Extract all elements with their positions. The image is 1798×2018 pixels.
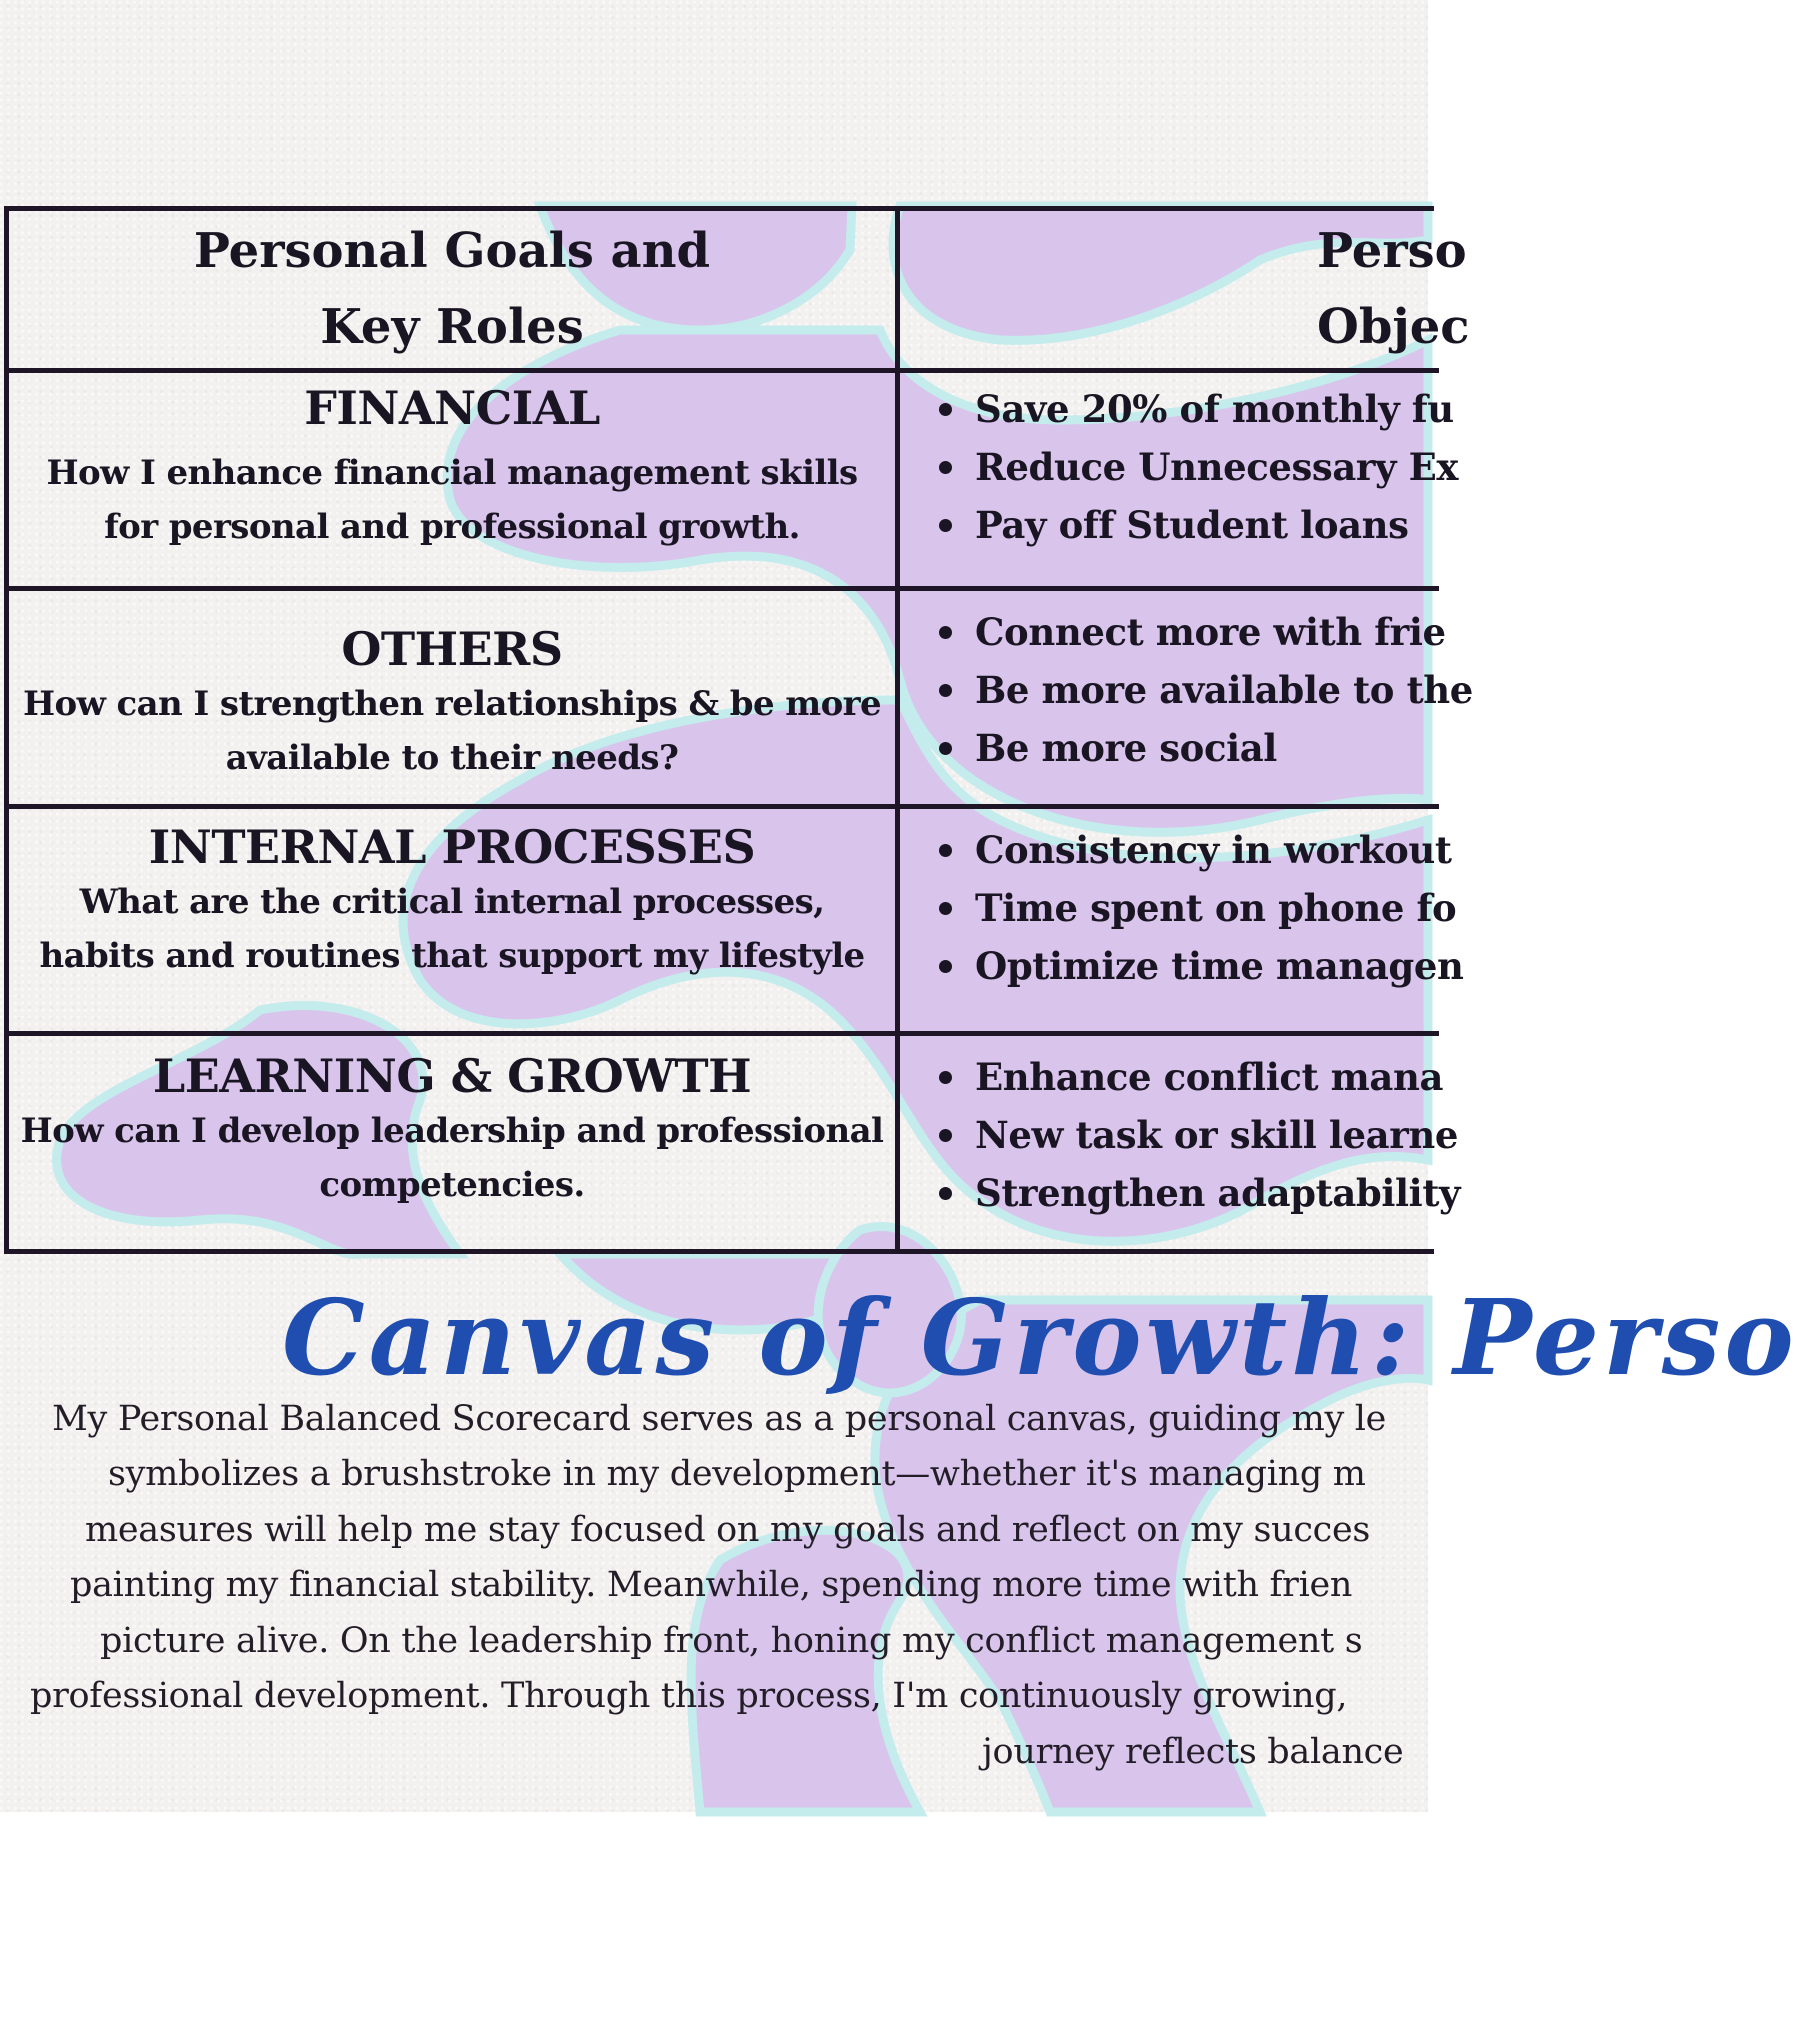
bullet-icon bbox=[939, 960, 952, 973]
paragraph-line: picture alive. On the leadership front, honing my conflict management s bbox=[100, 1621, 1363, 1661]
paragraph-line: measures will help me stay focused on my goals and reflect on my succes bbox=[85, 1510, 1371, 1550]
table-row-internal-processes bbox=[9, 809, 1464, 1036]
header-goals-cell bbox=[9, 211, 900, 368]
financial-objectives-cell bbox=[905, 368, 1459, 586]
internal-question-line1: What are the critical internal processes, bbox=[79, 882, 825, 922]
learning-objectives-list bbox=[939, 1048, 1460, 1222]
bullet-icon bbox=[939, 403, 952, 416]
list-item: Enhance conflict mana bbox=[939, 1048, 1460, 1106]
header-objectives-line1: Perso bbox=[1317, 223, 1467, 279]
financial-goal-cell bbox=[9, 368, 900, 586]
internal-question-line2: habits and routines that support my lifestyle bbox=[39, 936, 865, 976]
bullet-icon bbox=[939, 1071, 952, 1084]
bullet-icon bbox=[939, 519, 952, 532]
financial-question-line2: for personal and professional growth. bbox=[104, 507, 800, 547]
list-item: Be more available to the bbox=[939, 661, 1473, 719]
table-row-financial bbox=[9, 368, 1459, 591]
paragraph-line: My Personal Balanced Scorecard serves as a personal canvas, guiding my le bbox=[52, 1399, 1387, 1439]
list-item: Reduce Unnecessary Ex bbox=[939, 438, 1458, 496]
others-question-line2: available to their needs? bbox=[225, 738, 679, 778]
internal-objectives-cell bbox=[905, 809, 1464, 1031]
list-item: Pay off Student loans bbox=[939, 496, 1458, 554]
paragraph-line: painting my financial stability. Meanwhile, spending more time with frien bbox=[70, 1565, 1353, 1605]
header-objectives-cell bbox=[905, 211, 1470, 368]
list-item: Be more social bbox=[939, 719, 1473, 777]
others-title: OTHERS bbox=[341, 622, 563, 676]
internal-goal-cell bbox=[9, 809, 900, 1031]
learning-goal-cell bbox=[9, 1036, 900, 1254]
paragraph-line: journey reflects balance bbox=[982, 1732, 1404, 1772]
bullet-icon bbox=[939, 844, 952, 857]
bullet-icon bbox=[939, 1187, 952, 1200]
internal-title: INTERNAL PROCESSES bbox=[148, 820, 756, 874]
bullet-icon bbox=[939, 626, 952, 639]
list-item: Connect more with frie bbox=[939, 603, 1473, 661]
paragraph-line: professional development. Through this process, I'm continuously growing, bbox=[30, 1676, 1348, 1716]
others-goal-cell bbox=[9, 591, 900, 804]
learning-title: LEARNING & GROWTH bbox=[152, 1049, 752, 1103]
bullet-icon bbox=[939, 1129, 952, 1142]
header-goals-line2: Key Roles bbox=[320, 299, 584, 355]
header-objectives-line2: Objec bbox=[1317, 299, 1470, 355]
table-header-row bbox=[9, 211, 1470, 373]
table-row-others bbox=[9, 591, 1473, 809]
internal-objectives-list bbox=[939, 821, 1464, 995]
learning-objectives-cell bbox=[905, 1036, 1461, 1254]
financial-title: FINANCIAL bbox=[304, 381, 600, 435]
bullet-icon bbox=[939, 461, 952, 474]
bullet-icon bbox=[939, 742, 952, 755]
paragraph-line: symbolizes a brushstroke in my development—whether it's managing m bbox=[108, 1454, 1366, 1494]
table-row-learning-growth bbox=[9, 1036, 1461, 1254]
script-heading: Canvas of Growth: Perso bbox=[282, 1276, 1798, 1399]
list-item: Optimize time managen bbox=[939, 937, 1464, 995]
scorecard-table bbox=[4, 206, 1473, 1254]
list-item: New task or skill learne bbox=[939, 1106, 1460, 1164]
list-item: Save 20% of monthly fu bbox=[939, 380, 1458, 438]
others-question-line1: How can I strengthen relationships & be more bbox=[22, 684, 882, 724]
others-objectives-list bbox=[939, 603, 1473, 777]
list-item: Consistency in workout bbox=[939, 821, 1464, 879]
financial-question-line1: How I enhance financial management skills bbox=[46, 453, 858, 493]
list-item: Strengthen adaptability bbox=[939, 1164, 1460, 1222]
others-objectives-cell bbox=[905, 591, 1473, 804]
header-goals-line1: Personal Goals and bbox=[193, 223, 711, 279]
learning-question-line1: How can I develop leadership and professional bbox=[20, 1111, 884, 1151]
financial-objectives-list bbox=[939, 380, 1458, 554]
bullet-icon bbox=[939, 684, 952, 697]
list-item: Time spent on phone fo bbox=[939, 879, 1464, 937]
learning-question-line2: competencies. bbox=[319, 1165, 585, 1205]
bullet-icon bbox=[939, 902, 952, 915]
